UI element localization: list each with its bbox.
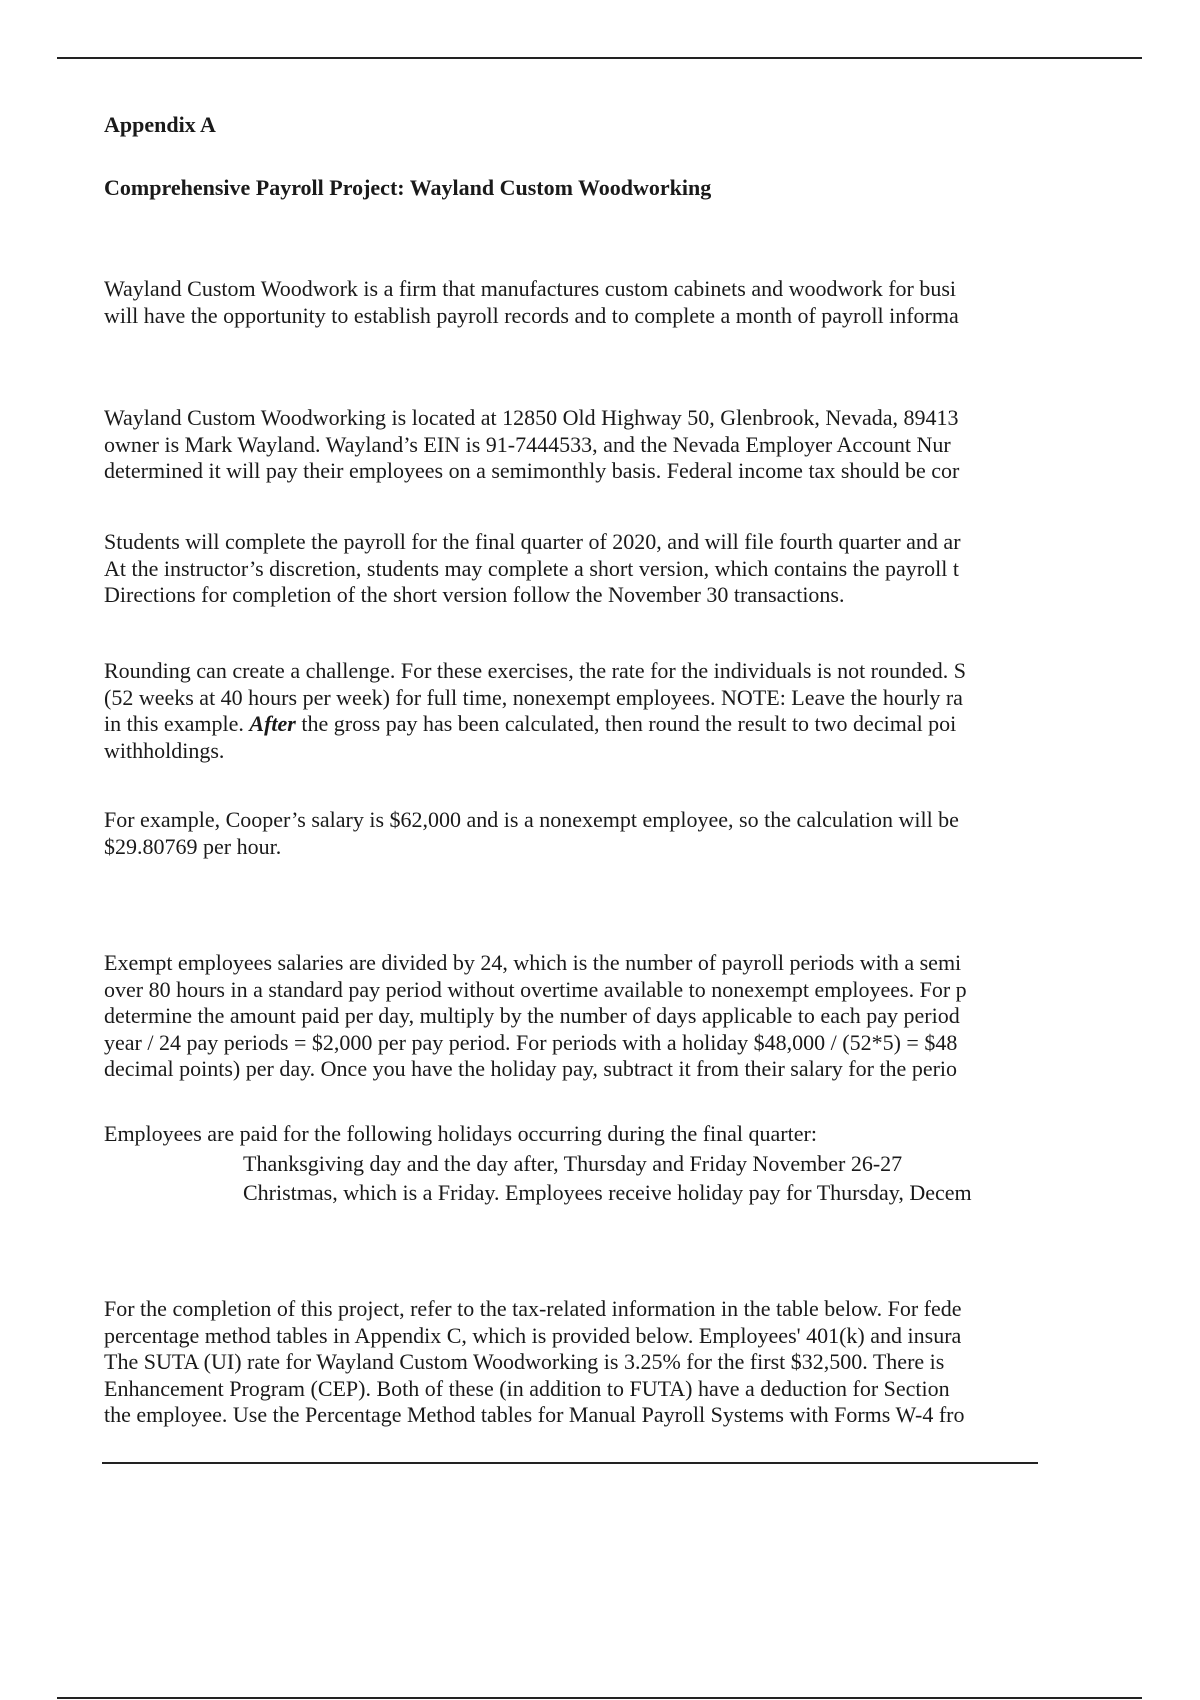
holidays-intro: Employees are paid for the following holidays occurring during the final quarter:: [104, 1121, 817, 1146]
exempt-line: Exempt employees salaries are divided by 24, which is the number of payroll periods with a semi: [104, 950, 962, 975]
rounding-line: [104, 711, 966, 738]
location-line: Wayland Custom Woodworking is located at 12850 Old Highway 50, Glenbrook, Nevada, 89413: [104, 405, 959, 430]
tax-line: the employee. Use the Percentage Method tables for Manual Payroll Systems with Forms W-4 fro: [104, 1402, 965, 1428]
students-paragraph: [104, 529, 961, 609]
rounding-text-post: the gross pay has been calculated, then round the result to two decimal poi: [295, 711, 957, 737]
bottom-rule: [57, 1697, 1142, 1699]
appendix-title: Appendix A: [104, 112, 216, 137]
location-line: owner is Mark Wayland. Wayland’s EIN is 91-7444533, and the Nevada Employer Account Nur: [104, 431, 951, 457]
holiday-item: Thanksgiving day and the day after, Thursday and Friday November 26-27: [243, 1150, 903, 1176]
students-line: Students will complete the payroll for the final quarter of 2020, and will file fourth quarter and ar: [104, 529, 961, 554]
location-paragraph: [104, 405, 959, 485]
rounding-line: Rounding can create a challenge. For these exercises, the rate for the individuals is not rounded. S: [104, 658, 967, 683]
students-line: Directions for completion of the short version follow the November 30 transactions.: [104, 582, 845, 608]
holidays-paragraph: [104, 1121, 972, 1207]
exempt-line: determine the amount paid per day, multiply by the number of days applicable to each pay period: [104, 1003, 960, 1029]
location-line: determined it will pay their employees on a semimonthly basis. Federal income tax should be cor: [104, 458, 960, 484]
example-line: $29.80769 per hour.: [104, 833, 282, 859]
tax-line: Enhancement Program (CEP). Both of these (in addition to FUTA) have a deduction for Section: [104, 1375, 950, 1401]
tax-paragraph: [104, 1296, 964, 1429]
students-line: At the instructor’s discretion, students may complete a short version, which contains the payroll t: [104, 555, 959, 581]
intro-paragraph: [104, 276, 959, 329]
content-end-rule: [102, 1462, 1038, 1464]
project-title: Comprehensive Payroll Project: Wayland Custom Woodworking: [104, 175, 712, 200]
exempt-paragraph: [104, 950, 967, 1083]
example-paragraph: [104, 807, 959, 860]
holiday-item: Christmas, which is a Friday. Employees receive holiday pay for Thursday, Decem: [243, 1180, 972, 1206]
tax-line: The SUTA (UI) rate for Wayland Custom Woodworking is 3.25% for the first $32,500. There is: [104, 1349, 945, 1375]
rounding-text-pre: in this example.: [104, 711, 250, 737]
tax-line: For the completion of this project, refer to the tax-related information in the table below. For fede: [104, 1296, 962, 1321]
rounding-line: withholdings.: [104, 737, 225, 763]
rounding-emphasis: After: [249, 711, 296, 737]
intro-line: Wayland Custom Woodwork is a firm that manufactures custom cabinets and woodwork for busi: [104, 276, 957, 301]
rounding-paragraph: [104, 658, 966, 764]
exempt-line: decimal points) per day. Once you have the holiday pay, subtract it from their salary for the perio: [104, 1056, 958, 1082]
example-line: For example, Cooper’s salary is $62,000 and is a nonexempt employee, so the calculation will be: [104, 807, 959, 832]
rounding-line: (52 weeks at 40 hours per week) for full time, nonexempt employees. NOTE: Leave the hourly ra: [104, 684, 963, 710]
exempt-line: year / 24 pay periods = $2,000 per pay period. For periods with a holiday $48,000 / (52*5) = $48: [104, 1029, 958, 1055]
tax-line: percentage method tables in Appendix C, which is provided below. Employees' 401(k) and insura: [104, 1322, 962, 1348]
intro-line: will have the opportunity to establish payroll records and to complete a month of payroll informa: [104, 302, 959, 328]
document-page: [104, 0, 1040, 1700]
exempt-line: over 80 hours in a standard pay period without overtime available to nonexempt employees. For p: [104, 976, 967, 1002]
